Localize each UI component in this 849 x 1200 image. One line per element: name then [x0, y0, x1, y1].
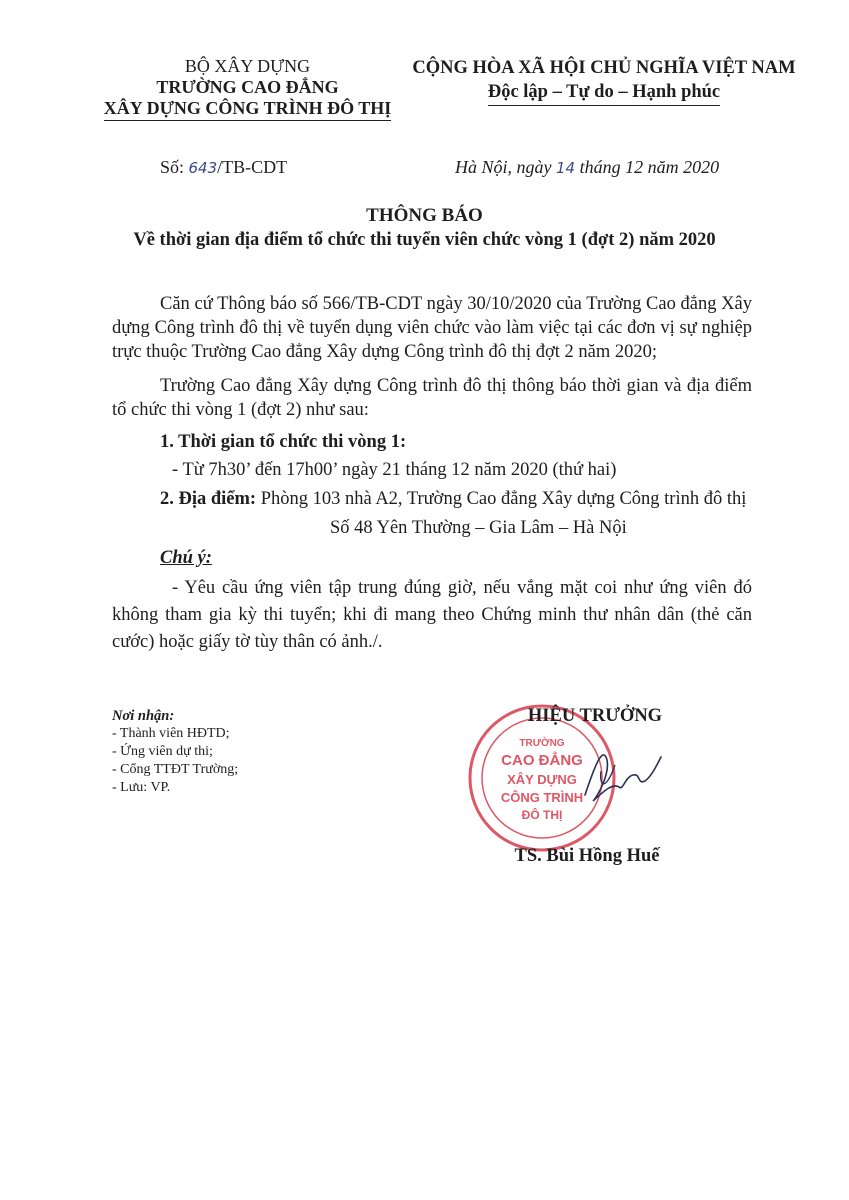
issuer-block — [80, 56, 415, 121]
national-header — [410, 56, 798, 106]
document-title: THÔNG BÁO — [366, 205, 483, 226]
school-name-line2: XÂY DỰNG CÔNG TRÌNH ĐÔ THỊ — [104, 98, 392, 121]
document-date — [455, 157, 719, 178]
seal-text-line2: CAO ĐẲNG — [501, 752, 583, 769]
section-time-heading: 1. Thời gian tổ chức thi vòng 1: — [160, 432, 407, 452]
recipient-item: - Ứng viên dự thi; — [112, 744, 213, 759]
seal-text-line3: XÂY DỰNG — [507, 772, 577, 787]
motto: Độc lập – Tự do – Hạnh phúc — [488, 80, 720, 106]
section-location-text: Phòng 103 nhà A2, Trường Cao đẳng Xây dựng Công trình đô thị — [256, 489, 747, 509]
handwritten-signature — [575, 735, 665, 815]
signer-name: TS. Bùi Hồng Huế — [514, 846, 660, 866]
paragraph-announcement: Trường Cao đẳng Xây dựng Công trình đô thị thông báo thời gian và địa điểm tổ chức thi vòng 1 (đợt 2) như sau: — [112, 376, 752, 420]
doc-number-prefix: Số: — [160, 157, 189, 177]
ministry-name: BỘ XÂY DỰNG — [184, 56, 311, 76]
recipient-item: - Thành viên HĐTD; — [112, 726, 230, 741]
doc-number-suffix: /TB-CDT — [217, 157, 288, 177]
seal-text-line4: CÔNG TRÌNH — [500, 790, 584, 805]
seal-text-line1: TRƯỜNG — [519, 738, 565, 749]
section-location-address: Số 48 Yên Thường – Gia Lâm – Hà Nội — [330, 518, 627, 538]
seal-text-line5: ĐÔ THỊ — [521, 808, 563, 822]
document-number — [160, 157, 287, 178]
recipients-block — [112, 707, 238, 797]
school-name-line1: TRƯỜNG CAO ĐẲNG — [156, 77, 339, 97]
recipients-heading: Nơi nhận: — [112, 708, 175, 724]
note-heading: Chú ý: — [160, 548, 212, 568]
section-time-detail: - Từ 7h30’ đến 17h00’ ngày 21 tháng 12 năm 2020 (thứ hai) — [172, 460, 617, 480]
signer-title: HIỆU TRƯỞNG — [527, 706, 663, 726]
recipient-item: - Cổng TTĐT Trường; — [112, 762, 239, 777]
note-text: - Yêu cầu ứng viên tập trung đúng giờ, nếu vắng mặt coi như ứng viên đó không tham gia kỳ thi tuyển; khi đi mang theo Chứng minh thư nhân dân (thẻ căn cước) hoặc giấy tờ tùy thân có ảnh./. — [112, 578, 752, 652]
country-name: CỘNG HÒA XÃ HỘI CHỦ NGHĨA VIỆT NAM — [412, 58, 796, 78]
recipient-item: - Lưu: VP. — [112, 780, 171, 795]
date-day-handwritten: 14 — [556, 159, 576, 177]
section-location — [160, 487, 800, 511]
document-subtitle: Về thời gian địa điểm tổ chức thi tuyển viên chức vòng 1 (đợt 2) năm 2020 — [133, 230, 716, 250]
date-suffix: tháng 12 năm 2020 — [575, 157, 720, 177]
section-location-heading: 2. Địa điểm: — [160, 489, 257, 509]
date-prefix: Hà Nội, ngày — [455, 157, 556, 177]
paragraph-basis: Căn cứ Thông báo số 566/TB-CDT ngày 30/10/2020 của Trường Cao đẳng Xây dựng Công trình đô thị về tuyển dụng viên chức vào làm việc tại các đơn vị sự nghiệp trực thuộc Trường Cao đẳng Xây dựng Công trình đô thị đợt 2 năm 2020; — [112, 294, 752, 362]
doc-number-handwritten: 643 — [188, 159, 218, 177]
